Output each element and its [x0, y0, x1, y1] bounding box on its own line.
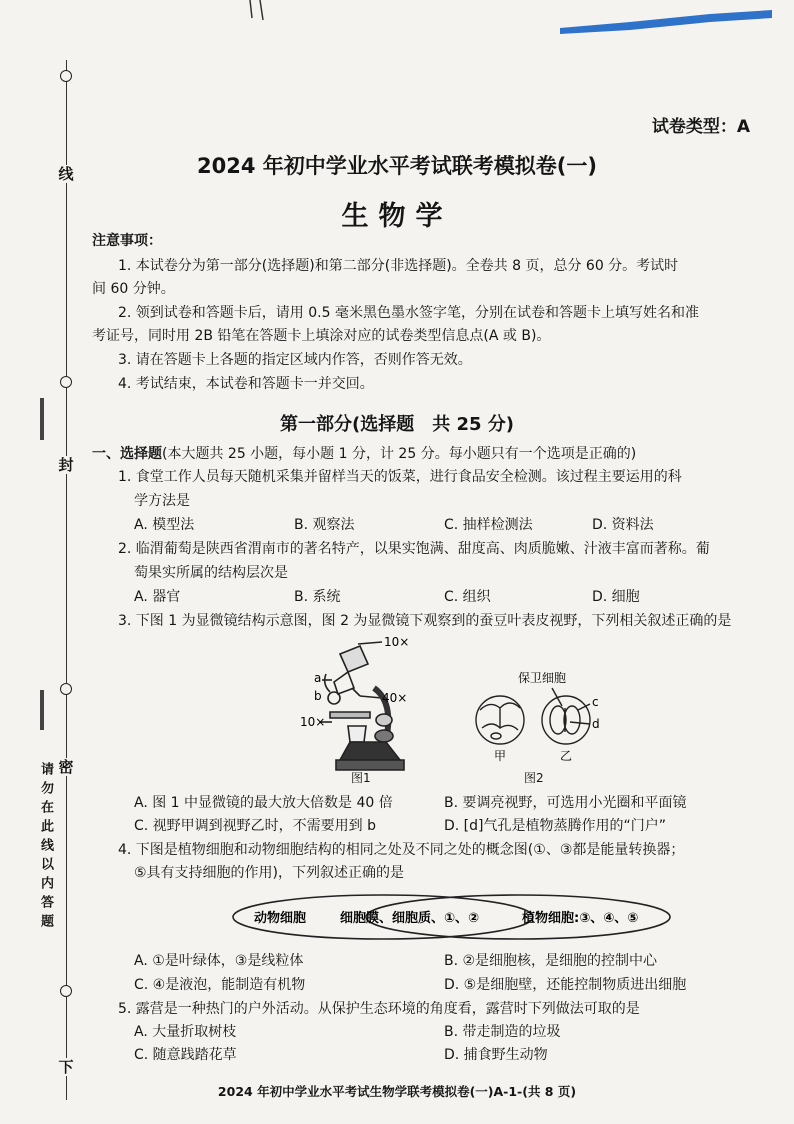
section-heading-note: (本大题共 25 小题，每小题 1 分，计 25 分。每小题只有一个选项是正确的) — [162, 446, 637, 462]
binding-char-xia: 下 — [58, 1058, 74, 1076]
fig2-title: 保卫细胞 — [518, 671, 567, 685]
q2-option-c: C. 组织 — [444, 589, 491, 605]
blue-marker-stroke — [560, 8, 772, 34]
q3-option-c: C. 视野甲调到视野乙时，不需要用到 b — [134, 818, 377, 834]
page-footer: 2024 年初中学业水平考试生物学联考模拟卷(一)A-1-(共 8 页) — [217, 1084, 577, 1099]
q1-option-a: A. 模型法 — [134, 517, 195, 533]
q2-option-d: D. 细胞 — [592, 589, 640, 605]
notice-line-5: 3. 请在答题卡上各题的指定区域内作答，否则作答无效。 — [118, 352, 472, 368]
fig1-mag-mid: 40× — [382, 691, 408, 705]
binding-char-feng: 封 — [58, 456, 74, 474]
figure1-caption: 图1 — [351, 771, 371, 785]
q4-stem-line-2: ⑤具有支持细胞的作用)，下列叙述正确的是 — [134, 865, 405, 881]
q4-option-a: A. ①是叶绿体，③是线粒体 — [134, 953, 304, 969]
notice-line-3: 2. 领到试卷和答题卡后，请用 0.5 毫米黑色墨水签字笔，分别在试卷和答题卡上填写姓名和准 — [118, 305, 699, 321]
fig1-mag-left: 10× — [300, 715, 326, 729]
figure1-microscope — [290, 632, 440, 780]
binding-hole-2 — [60, 376, 72, 388]
binding-hole-1 — [60, 70, 72, 82]
notice-line-4: 考证号，同时用 2B 铅笔在答题卡上填涂对应的试卷类型信息点(A 或 B)。 — [92, 328, 551, 344]
q3-option-d: D. [d]气孔是植物蒸腾作用的“门户” — [444, 818, 666, 834]
q1-option-b: B. 观察法 — [294, 517, 355, 533]
diagram-animal-cell: 动物细胞 — [254, 911, 307, 926]
figure2-caption: 图2 — [524, 771, 544, 785]
figure2-microscope-views — [466, 664, 616, 772]
q3-option-a: A. 图 1 中显微镜的最大放大倍数是 40 倍 — [134, 795, 393, 811]
fig2-label-jia: 甲 — [494, 749, 507, 763]
notice-title: 注意事项： — [92, 233, 162, 249]
q3-stem: 3. 下图 1 为显微镜结构示意图，图 2 为显微镜下观察到的蚕豆叶表皮视野，下列相关叙述正确的是 — [118, 613, 732, 629]
q4-concept-diagram — [228, 892, 678, 942]
q4-option-c: C. ④是液泡，能制造有机物 — [134, 977, 306, 993]
fig2-label-d: d — [592, 717, 600, 731]
binding-hole-3 — [60, 683, 72, 695]
q5-option-c: C. 随意践踏花草 — [134, 1047, 237, 1063]
q2-stem-line-1: 2. 临渭葡萄是陕西省渭南市的著名特产，以果实饱满、甜度高、肉质脆嫩、汁液丰富而著称。葡 — [118, 541, 710, 557]
q3-option-b: B. 要调亮视野，可选用小光圈和平面镜 — [444, 795, 687, 811]
binding-hole-4 — [60, 985, 72, 997]
q4-option-d: D. ⑤是细胞壁，还能控制物质进出细胞 — [444, 977, 687, 993]
q1-stem-line-2: 学方法是 — [134, 493, 190, 509]
fig1-label-b: b — [314, 689, 322, 703]
diagram-plant-cell: 植物细胞:③、④、⑤ — [522, 911, 639, 926]
q2-option-b: B. 系统 — [294, 589, 341, 605]
q1-option-d: D. 资料法 — [592, 517, 654, 533]
q2-stem-line-2: 萄果实所属的结构层次是 — [134, 565, 288, 581]
fig2-view-yi — [542, 688, 590, 744]
binding-char-mi: 密 — [58, 758, 74, 776]
q1-option-c: C. 抽样检测法 — [444, 517, 533, 533]
exam-title: 2024 年初中学业水平考试联考模拟卷(一) — [197, 154, 597, 178]
fig2-label-yi: 乙 — [560, 749, 573, 763]
q5-option-d: D. 捕食野生动物 — [444, 1047, 548, 1063]
paper-type-label: 试卷类型：A — [651, 117, 750, 137]
q5-stem: 5. 露营是一种热门的户外活动。从保护生态环境的角度看，露营时下列做法可取的是 — [118, 1001, 640, 1017]
q1-stem-line-1: 1. 食堂工作人员每天随机采集并留样当天的饭菜，进行食品安全检测。该过程主要运用的科 — [118, 469, 682, 485]
fig1-label-a: a — [314, 671, 322, 685]
fig1-mag-top: 10× — [384, 635, 410, 649]
q4-option-b: B. ②是细胞核，是细胞的控制中心 — [444, 953, 658, 969]
microscope-drawing — [320, 642, 404, 770]
q5-option-b: B. 带走制造的垃圾 — [444, 1024, 561, 1040]
fig2-label-c: c — [592, 695, 599, 709]
section-heading — [92, 443, 636, 465]
binding-mark-2 — [40, 690, 44, 730]
fig2-view-jia — [476, 696, 524, 744]
section-heading-label: 一、选择题 — [92, 446, 162, 462]
q4-stem-line-1: 4. 下图是植物细胞和动物细胞结构的相同之处及不同之处的概念图(①、③都是能量转换器； — [118, 842, 685, 858]
q5-option-a: A. 大量折取树枝 — [134, 1024, 237, 1040]
subject-title: 生物学 — [341, 201, 453, 232]
pen-marks — [240, 0, 280, 22]
part1-title: 第一部分(选择题 共 25 分) — [279, 414, 515, 435]
binding-warning-text: 请勿在此线以内答题 — [28, 742, 56, 952]
notice-line-6: 4. 考试结束，本试卷和答题卡一并交回。 — [118, 376, 374, 392]
notice-line-1: 1. 本试卷分为第一部分(选择题)和第二部分(非选择题)。全卷共 8 页，总分 60 分。考试时 — [118, 258, 679, 274]
diagram-shared-parts: 细胞膜、细胞质、①、② — [340, 911, 480, 926]
notice-line-2: 间 60 分钟。 — [92, 281, 175, 297]
binding-char-xian: 线 — [58, 165, 74, 183]
q2-option-a: A. 器官 — [134, 589, 181, 605]
